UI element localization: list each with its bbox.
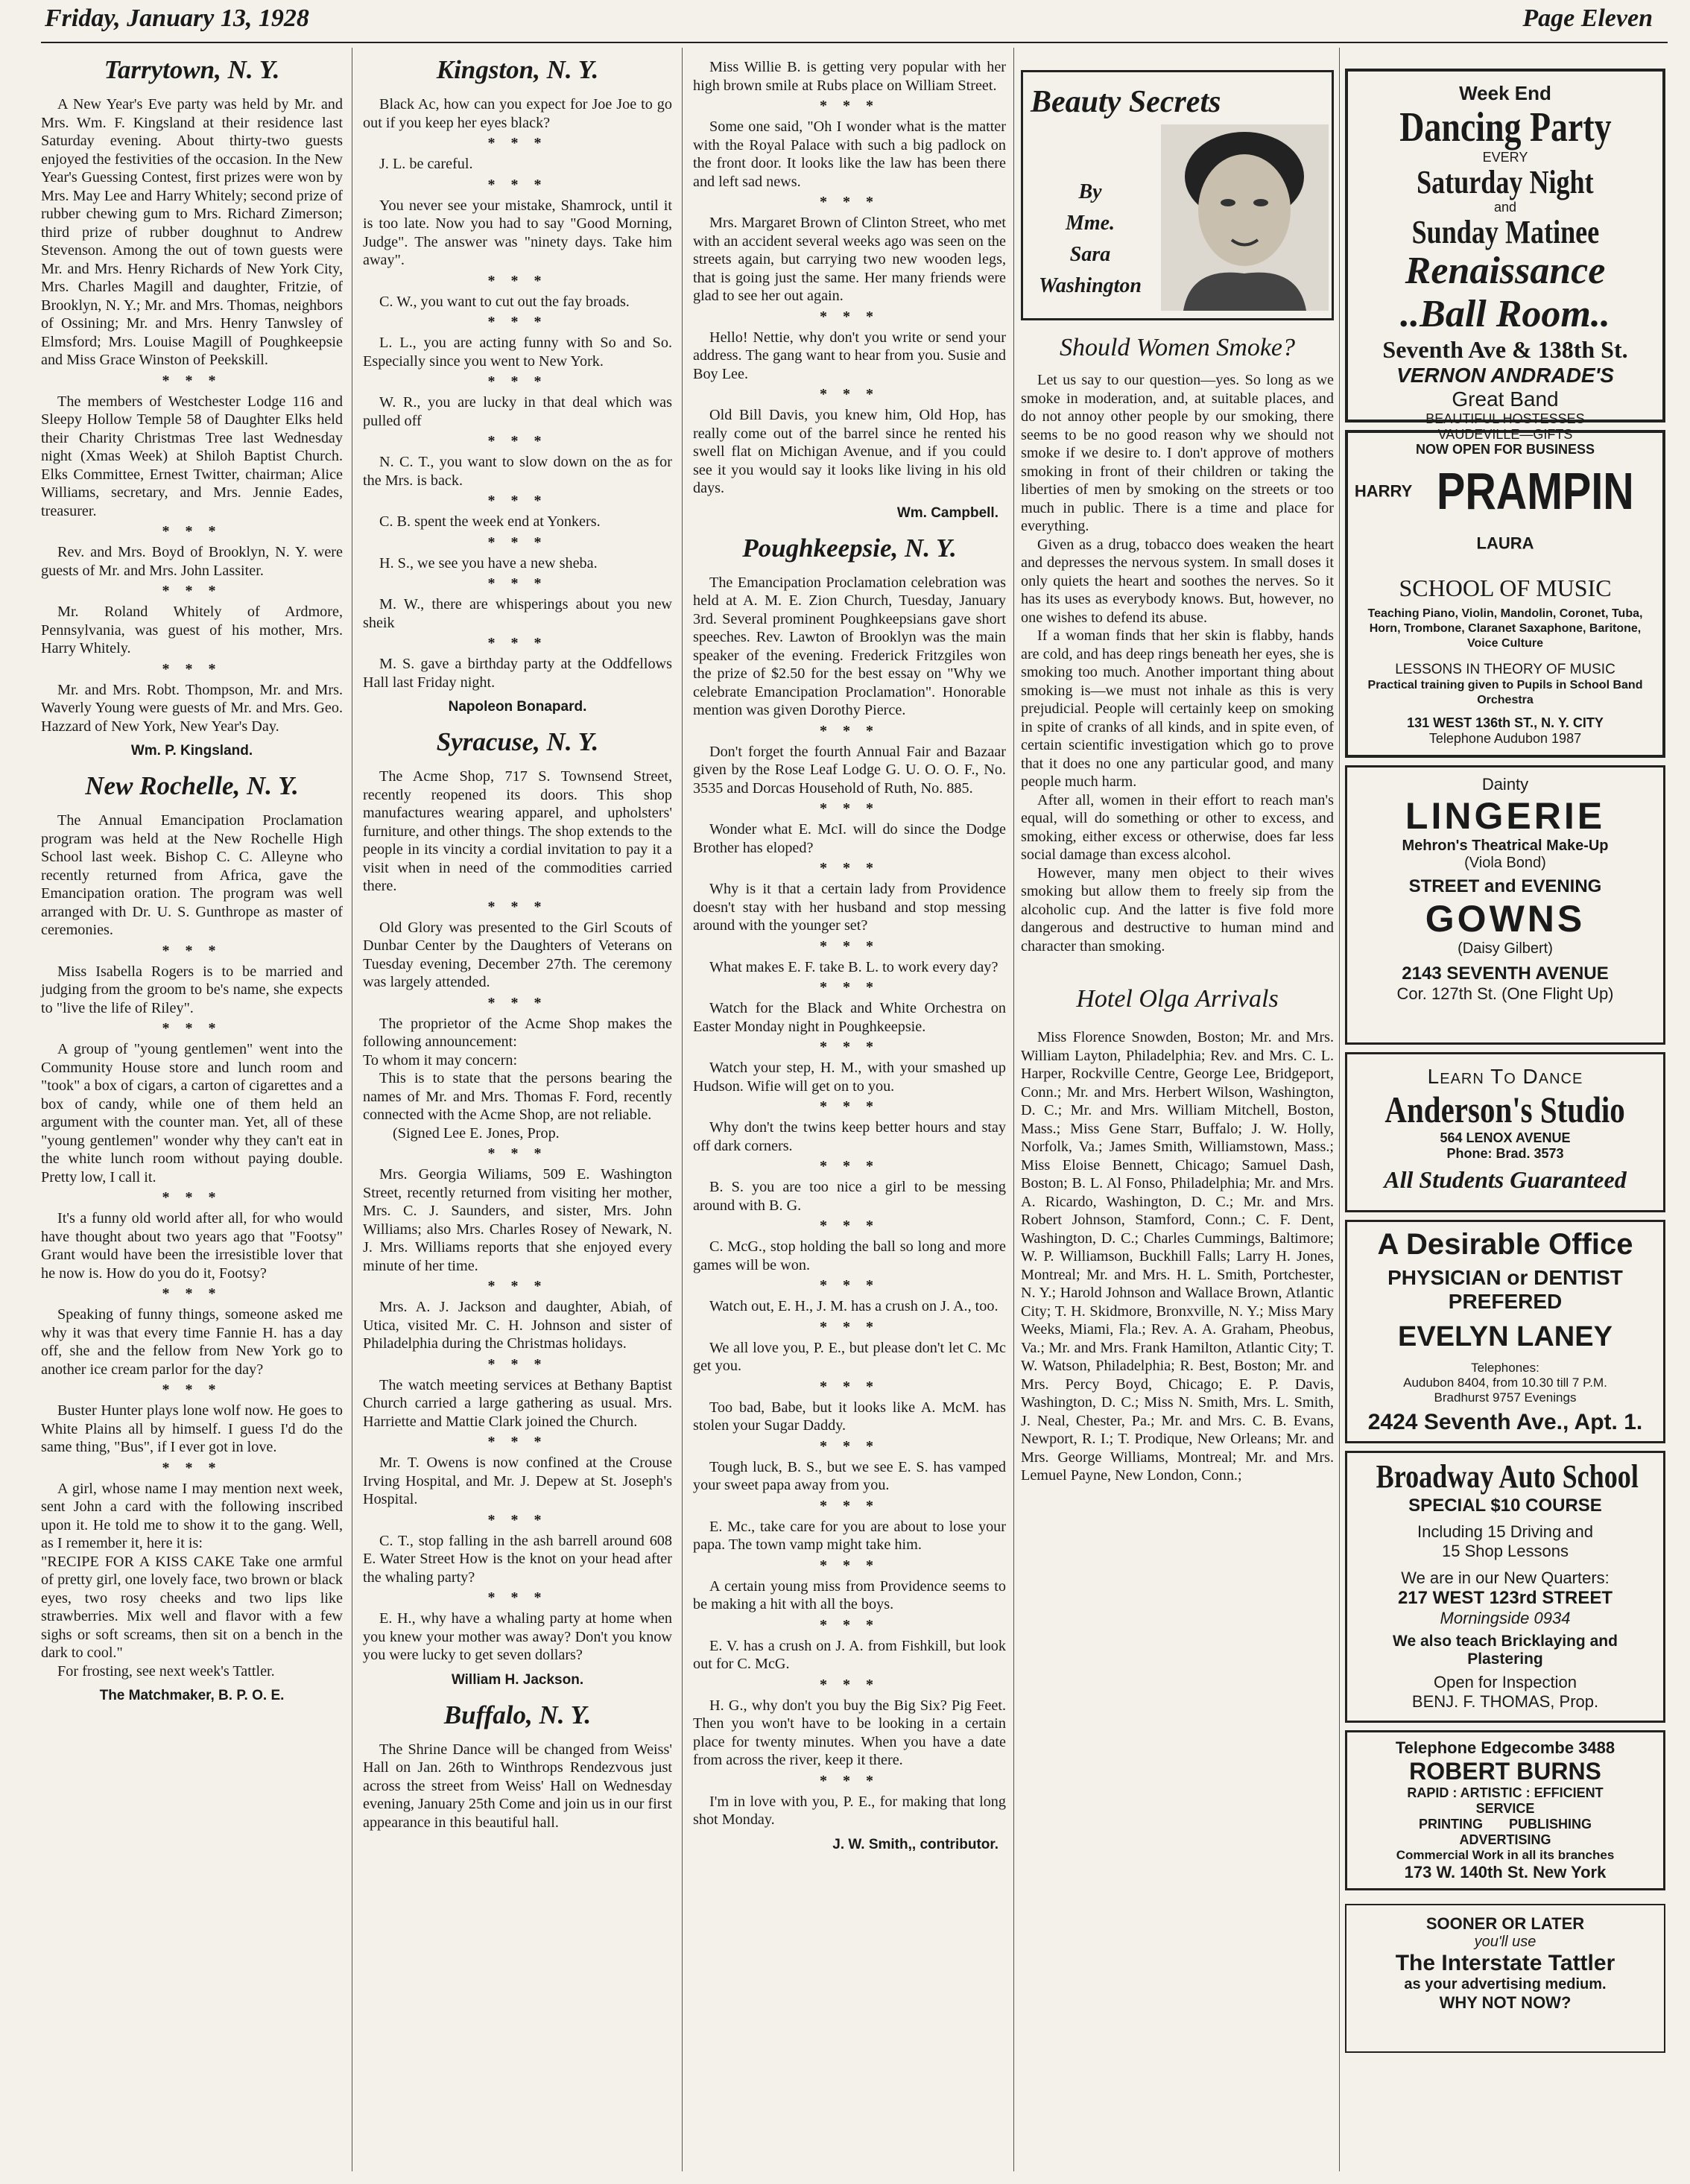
new-rochelle-heading: New Rochelle, N. Y. [85, 771, 299, 800]
ad-line: Sunday Matinee [1411, 214, 1599, 250]
poughkeepsie-item: Too bad, Babe, but it looks like A. McM. has stolen your Sugar Daddy. [693, 1399, 1006, 1434]
poughkeepsie-item: H. G., why don't you buy the Big Six? Pig Feet. Then you won't have to be looking in a certain place for twenty minutes. When you have a date from across the river, keep it there. [693, 1697, 1006, 1768]
separator: * * * [162, 372, 222, 389]
ad-line: VERNON ANDRADE'S [1396, 364, 1614, 387]
separator: * * * [162, 942, 222, 959]
ad-line: EVELYN LANEY [1398, 1321, 1613, 1352]
ad-line: VAUDEVILLE—GIFTS [1437, 427, 1573, 442]
poughkeepsie-item: We all love you, P. E., but please don't let C. Mc get you. [693, 1339, 1006, 1374]
portrait-photo [1161, 124, 1329, 311]
separator: * * * [820, 1557, 879, 1574]
beauty-secrets-title: Beauty Secrets [1031, 85, 1221, 119]
ad-line: RAPID : ARTISTIC : EFFICIENT [1407, 1785, 1604, 1800]
ad-line: Bradhurst 9757 Evenings [1434, 1390, 1577, 1405]
new-rochelle-item: Miss Isabella Rogers is to be married and judging from the groom to be's name, she expects to "live the life of Riley". [41, 963, 343, 1016]
byline-word: Sara [1069, 243, 1111, 266]
kingston-item: H. S., we see you have a new sheba. [379, 554, 598, 572]
separator: * * * [487, 314, 548, 330]
tarrytown-signature: Wm. P. Kingsland. [130, 743, 253, 759]
separator: * * * [162, 660, 222, 677]
ad-line: LESSONS IN THEORY OF MUSIC [1395, 661, 1615, 677]
ad-line: 131 WEST 136th ST., N. Y. CITY [1407, 715, 1604, 730]
byline-word: Washington [1039, 274, 1142, 297]
separator: * * * [820, 194, 879, 210]
separator: * * * [820, 722, 879, 739]
syracuse-signature: William H. Jackson. [451, 1671, 584, 1688]
kingston-signature: Napoleon Bonapard. [448, 699, 587, 715]
separator: * * * [820, 937, 879, 955]
ad-line: Teaching Piano, Violin, Mandolin, Coronet, Tuba, Horn, Trombone, Claranet Saxaphone, Baritone, Voice Culture [1367, 607, 1643, 650]
separator: * * * [487, 898, 548, 915]
smoke-paragraph: Given as a drug, tobacco does weaken the heart and depresses the nervous system. In small doses it only quiets the heart and soothes the nerves. So it has its uses as everybody knows. But, however, no one wishes to defend its abuse. [1021, 536, 1334, 626]
ad-line: Including 15 Driving and [1417, 1522, 1594, 1541]
new-rochelle-item: Speaking of funny things, someone asked me why it was that every time Fannie H. has a day off, she and the fellow from New York go to another ice cream parlor for the day? [41, 1306, 343, 1378]
syracuse-item: (Signed Lee E. Jones, Prop. [393, 1124, 560, 1142]
separator: * * * [487, 1589, 548, 1606]
separator: * * * [487, 994, 548, 1011]
kingston-item: C. B. spent the week end at Yonkers. [379, 513, 601, 530]
separator: * * * [487, 1511, 548, 1528]
kingston-item: W. R., you are lucky in that deal which was pulled off [363, 394, 672, 429]
tarrytown-heading: Tarrytown, N. Y. [104, 55, 280, 84]
column-divider [1339, 48, 1340, 2171]
beauty-secrets-byline [1023, 177, 1157, 302]
ad-line: (Viola Bond) [1464, 855, 1546, 871]
column-divider [682, 48, 683, 2171]
separator: * * * [820, 860, 879, 876]
syracuse-item: Old Glory was presented to the Girl Scouts of Dunbar Center by the Daughters of Veterans on Tuesday evening, December 27th. The ceremony was largely attended. [363, 919, 672, 990]
ad-line: (Daisy Gilbert) [1458, 940, 1553, 957]
ad-line: NOW OPEN FOR BUSINESS [1415, 442, 1595, 457]
beauty-secrets-box [1021, 70, 1334, 320]
kingston-item: L. L., you are acting funny with So and So. Especially since you went to New York. [363, 335, 672, 370]
ad-headline: LINGERIE [1405, 795, 1606, 837]
separator: * * * [487, 272, 548, 289]
column-divider [1013, 48, 1014, 2171]
tarrytown-item: Mr. and Mrs. Robt. Thompson, Mr. and Mrs. Waverly Young were guests of Mr. and Mrs. Geo. Hazzard of New York, New Year's Day. [41, 681, 343, 735]
separator: * * * [487, 575, 548, 592]
ad-music-headline [1348, 462, 1662, 570]
byline-word: By [1078, 180, 1102, 203]
ad-anderson-studio [1345, 1052, 1665, 1212]
separator: * * * [487, 1145, 548, 1162]
separator: * * * [820, 1378, 879, 1395]
kingston-item: J. L. be careful. [379, 156, 473, 172]
ad-line: BEAUTIFUL HOSTESSES [1425, 411, 1585, 426]
syracuse-item: The Acme Shop, 717 S. Townsend Street, recently reopened its doors. This shop manufactures wearing apparel, and upholsters' furniture, and other things. The shop extends to the people in its vincity a cordial invitation to pay it a visit when in need of the commodities carried there. [363, 768, 672, 894]
ad-headline: Broadway Auto School [1376, 1458, 1639, 1495]
new-rochelle-item: For frosting, see next week's Tattler. [57, 1662, 275, 1680]
ad-desirable-office [1345, 1220, 1665, 1443]
syracuse-item: The proprietor of the Acme Shop makes the following announcement: [363, 1015, 672, 1050]
new-rochelle-signature: The Matchmaker, B. P. O. E. [99, 1688, 285, 1703]
separator: * * * [487, 433, 548, 449]
kiss-cake-recipe: "RECIPE FOR A KISS CAKE Take one armful of pretty girl, one lovely face, two brown or black eyes, two rosy cheeks and two lips like strawberries. Mix well and flavor with a few sighs or soft screams, then sit on a bench in the dark to cool." [41, 1553, 343, 1661]
smoke-paragraph: After all, women in their effort to reach man's equal, will do something or other to excess, and smoking, either excess or otherwise, does far less social damage than excess alcohol. [1021, 791, 1334, 863]
ad-line: ADVERTISING [1459, 1832, 1551, 1847]
ad-line: Practical training given to Pupils in School Band Orchestra [1367, 678, 1643, 706]
ad-dancing-party [1345, 69, 1665, 442]
separator: * * * [820, 308, 879, 325]
separator: * * * [820, 386, 879, 402]
separator: * * * [487, 135, 548, 151]
ad-headline: GOWNS [1425, 898, 1586, 940]
column-4 [1021, 48, 1334, 2179]
ad-line: HARRY [1354, 481, 1413, 501]
tarrytown-item: The members of Westchester Lodge 116 and Sleepy Hollow Temple 58 of Daughter Elks held their Charity Christmas Tree last Wednesday night (Xmas Week) at Shiloh Baptist Church. Elks Committee, Ernest Twitter, chairman; Alice Williams, secretary, and Mrs. Jennie Eades, treasurer. [41, 393, 343, 519]
separator: * * * [820, 1098, 879, 1115]
olga-heading: Hotel Olga Arrivals [1076, 985, 1279, 1013]
olga-arrivals-list: Miss Florence Snowden, Boston; Mr. and Mrs. William Layton, Philadelphia; Rev. and Mrs. C. L. Harper, Rockville Centre, George Lee, Bridgeport, Conn.; Mr. and Mrs. Herbert Wilson, Washington, D. C.; Mr. and Mrs. William Mitchell, Boston, Mass.; Miss Gene Starr, Buffalo; J. W. Holly, Norfolk, Va.; James Smith, Williamstown, Mass.; Miss Eloise Bennett, Chicago; Samuel Dash, Boston; B. L. Al Fonso, Philadelphia; Mr. and Mrs. A. Ricardo, Washington, D. C.; Mr. and Mrs. Robert Johnson, Stamford, Conn.; C. F. Dent, Washington, D. C.; Charles Cummings, Baltimore; W. P. Williamson, Buckhill Falls; Larry H. Jones, Montreal; Mr. and Mrs. H. L. Smith, Portchester, N. Y.; Harold Johnson and Wallace Brown, Atlantic City; T. H. Skidmore, Bronxville, N. Y.; Miss Mary Weeks, Miami, Fla.; Rev. A. A. Graham, Pheobus, Va.; Mr. and Mrs. Frank Hamilton, Atlantic City; T. W. Watson, Philadelphia; R. Best, Boston; Mr. and Mrs. Percy Boyd, Chicago; E. P. Davis, Washington, D. C.; Miss N. Smith, Mrs. L. Smith, J. Neal, Chester, Pa.; Mr. and Mrs. C. B. Evans, Newport, R. I.; T. Prodique, New Orleans; Mr. and Mrs. George Williams, Montreal; Mr. and Mrs. Lemuel Payne, New London, Conn.; [1021, 1029, 1334, 1484]
page-number: Page Eleven [1522, 4, 1653, 32]
poughkeepsie-heading: Poughkeepsie, N. Y. [742, 533, 957, 563]
tarrytown-item: A New Year's Eve party was held by Mr. and Mrs. Wm. F. Kingsland at their residence last Saturday evening. About thirty-two guests enjoyed the festivities of the occasion. In the New Year's Guessing Contest, first prizes were won by Mrs. May Lee and Harry Whitely; second prize of rubber chewing gum to Mrs. Richard Zimerson; third prize of rubber doughnut to Andrew Stevenson. Among the out of town guests were Mr. and Mrs. Henry Richards of New York City, Mrs. Charles Magill and daughter, Fritzie, of Brooklyn, N. Y.; Mr. and Mrs. Thomas, neighbors of Ossining; Mr. and Mrs. Henry Tanwsley of Elmsford; Mrs. Louise Magill of Poughkeepsie and Miss Grace Winston of Peekskill. [41, 96, 343, 368]
tarrytown-item: Mr. Roland Whitely of Ardmore, Pennsylvania, was guest of his mother, Mrs. Harry Whitely. [41, 604, 343, 656]
ad-line: 217 WEST 123rd STREET [1397, 1588, 1613, 1608]
kingston-item: M. W., there are whisperings about you new sheik [363, 596, 672, 631]
ad-interstate-tattler [1345, 1904, 1665, 2053]
separator: * * * [162, 1459, 222, 1476]
separator: * * * [820, 98, 879, 114]
new-rochelle-item: Buster Hunter plays lone wolf now. He goes to White Plains all by himself. I guess I'd do the same thing, "Bus", if I ever got in love. [41, 1402, 343, 1455]
buffalo-heading: Buffalo, N. Y. [443, 1700, 592, 1729]
syracuse-cont-item: Some one said, "Oh I wonder what is the matter with the Royal Palace with such a big padlock on the front door. It looks like the law has been there and left sad news. [693, 118, 1006, 190]
ad-line: We are in our New Quarters: [1401, 1569, 1610, 1587]
ad-line: you'll use [1474, 1934, 1536, 1950]
syracuse-item: The watch meeting services at Bethany Baptist Church carried a large gathering as usual. Mrs. Harriette and Mattie Clark joined the Church. [363, 1376, 672, 1430]
kingston-item: Black Ac, how can you expect for Joe Joe to go out if you keep her eyes black? [363, 96, 672, 131]
ad-line: STREET and EVENING [1408, 876, 1602, 896]
ad-line: Renaissance [1405, 250, 1606, 292]
ad-line: ..Ball Room.. [1400, 293, 1610, 335]
separator: * * * [487, 493, 548, 509]
syracuse-heading: Syracuse, N. Y. [436, 727, 599, 756]
ad-line: Dainty [1481, 775, 1529, 794]
ad-line: Commercial Work in all its branches [1396, 1848, 1615, 1862]
separator: * * * [820, 979, 879, 996]
buffalo-item: The Shrine Dance will be changed from Weiss' Hall on Jan. 26th to Winthrops Rendezvous just across the street from Weiss' Hall on Wednesday evening, January 25th Come and join us in our first appearance in this beautiful hall. [363, 1741, 672, 1831]
poughkeepsie-signature: J. W. Smith,, contributor. [832, 1836, 999, 1852]
ad-headline: ROBERT BURNS [1409, 1758, 1601, 1785]
syracuse-cont-item: Mrs. Margaret Brown of Clinton Street, who met with an accident several weeks ago was seen on the streets again, but carrying two new wooden legs, that is going just the same. Her many friends were glad to see her out again. [693, 215, 1006, 304]
ad-line: SERVICE [1475, 1801, 1535, 1816]
column-1 [41, 48, 343, 2179]
kingston-item: N. C. T., you want to slow down on the as for the Mrs. is back. [363, 454, 672, 489]
poughkeepsie-item: B. S. you are too nice a girl to be messing around with B. G. [693, 1179, 1006, 1214]
ad-line: SOONER OR LATER [1425, 1914, 1585, 1933]
ad-line: Mehron's Theatrical Make-Up [1402, 838, 1609, 854]
separator: * * * [487, 534, 548, 551]
poughkeepsie-item: Why is it that a certain lady from Providence doesn't stay with her husband and stop messing around with the younger set? [693, 881, 1006, 934]
ad-lingerie [1345, 765, 1665, 1045]
ad-headline: PRAMPIN [1437, 462, 1635, 521]
ad-robert-burns [1345, 1730, 1665, 1890]
smoke-heading: Should Women Smoke? [1059, 334, 1296, 361]
separator: * * * [820, 1277, 879, 1294]
ad-line: Saturday Night [1417, 164, 1594, 200]
separator: * * * [162, 583, 222, 599]
header-rule [41, 42, 1668, 43]
separator: * * * [162, 1381, 222, 1398]
poughkeepsie-item: A certain young miss from Providence seems to be making a hit with all the boys. [693, 1577, 1006, 1612]
syracuse-cont-item: Miss Willie B. is getting very popular with her high brown smile at Rubs place on William Street. [693, 59, 1006, 94]
smoke-paragraph: Let us say to our question—yes. So long as we smoke in moderation, and, at suitable places, and do not annoy other people by our smoking, there seems to be no good reason why we should not smoke if we desire to. I don't approve of mothers smoking in front of their children or taking the liberties of men by smoking on the streets or too much in public. There is a time and place for everything. [1021, 372, 1334, 534]
separator: * * * [820, 1158, 879, 1174]
ad-line: We also teach Bricklaying and Plastering [1393, 1633, 1618, 1668]
poughkeepsie-item: Don't forget the fourth Annual Fair and Bazaar given by the Rose Leaf Lodge G. U. O. O. F., No. 3535 and Dorcas Household of Ruth, No. 885. [693, 743, 1006, 797]
kingston-item: C. W., you want to cut out the fay broads. [379, 293, 630, 310]
poughkeepsie-item: Wonder what E. McI. will do since the Dodge Brother has eloped? [693, 821, 1006, 856]
syracuse-item: Mrs. Georgia Wiliams, 509 E. Washington Street, recently returned from visiting her mother, Mrs. C. J. Saunders, and sister, Mrs. John Williams; also Mrs. Charles Rosey of Newark, N. J. Mrs. Williams reports that she enjoyed every minute of her time. [363, 1166, 672, 1274]
ad-line: Seventh Ave & 138th St. [1382, 336, 1628, 363]
ad-line: Cor. 127th St. (One Flight Up) [1396, 984, 1614, 1003]
column-ads [1345, 48, 1665, 2179]
ad-line: 15 Shop Lessons [1441, 1542, 1569, 1560]
separator: * * * [162, 1285, 222, 1302]
poughkeepsie-item: Watch for the Black and White Orchestra on Easter Monday night in Poughkeepsie. [693, 1000, 1006, 1035]
ad-broadway-auto-school [1345, 1451, 1665, 1723]
new-rochelle-item: The Annual Emancipation Proclamation program was held at the New Rochelle High School last week. Bishop C. C. Alleyne who recently returned from Africa, gave the Emancipation oration. The program was well arranged with Dr. U. S. Gunthrope as master of ceremonies. [41, 812, 343, 938]
ad-line: Telephone Edgecombe 3488 [1395, 1738, 1615, 1757]
separator: * * * [487, 1434, 548, 1450]
separator: * * * [487, 176, 548, 193]
separator: * * * [487, 1278, 548, 1294]
ad-line: Telephones: [1471, 1361, 1539, 1375]
ad-line: Week End [1459, 82, 1551, 104]
ad-headline: Dancing Party [1399, 104, 1612, 151]
syracuse-item: To whom it may concern: [363, 1051, 518, 1069]
poughkeepsie-item: C. McG., stop holding the ball so long and more games will be won. [693, 1238, 1006, 1273]
ad-line: LAURA [1476, 534, 1534, 553]
ad-headline: Anderson's Studio [1384, 1089, 1626, 1130]
ad-headline: A Desirable Office [1377, 1228, 1633, 1261]
separator: * * * [487, 635, 548, 651]
separator: * * * [162, 1020, 222, 1036]
smoke-paragraph: However, many men object to their wives smoking but allow them to freely sip from the alcoholic cup. And the latter is five fold more dangerous and destructive to human mind and character than smoking. [1021, 864, 1334, 955]
ad-line: PREFERED [1448, 1290, 1563, 1313]
kingston-item: M. S. gave a birthday party at the Oddfellows Hall last Friday night. [363, 656, 672, 691]
tarrytown-item: Rev. and Mrs. Boyd of Brooklyn, N. Y. were guests of Mr. and Mrs. John Lassiter. [41, 544, 343, 579]
ad-headline: The Interstate Tattler [1395, 1951, 1615, 1975]
ad-line: 173 W. 140th St. New York [1404, 1863, 1607, 1881]
poughkeepsie-item: I'm in love with you, P. E., for making that long shot Monday. [693, 1793, 1006, 1828]
separator: * * * [820, 1437, 879, 1455]
poughkeepsie-item: The Emancipation Proclamation celebration was held at A. M. E. Zion Church, Tuesday, January 3rd. Several prominent Poughkeepsians gave short speeches. Rev. Lawton of Brooklyn was the main speaker of the evening. Frederick Fritzgiles won the prize of $2.50 for the best essay on "Why we celebrate Emancipation Proclamation". Honorable mention was given Dorothy Pierce. [693, 574, 1006, 718]
poughkeepsie-item: Watch your step, H. M., with your smashed up Hudson. Wifie will get on to you. [693, 1060, 1006, 1095]
separator: * * * [820, 1676, 879, 1693]
ad-line: EVERY [1482, 150, 1528, 165]
separator: * * * [487, 373, 548, 390]
poughkeepsie-items [693, 574, 1006, 1829]
poughkeepsie-item: Why don't the twins keep better hours and stay off dark corners. [693, 1119, 1006, 1154]
ad-line: as your advertising medium. [1404, 1976, 1607, 1992]
ad-line: Learn To Dance [1427, 1065, 1583, 1088]
separator: * * * [820, 1218, 879, 1234]
kingston-heading: Kingston, N. Y. [436, 55, 599, 84]
poughkeepsie-item: Tough luck, B. S., but we see E. S. has vamped your sweet papa away from you. [693, 1458, 1006, 1493]
campbell-signature: Wm. Campbell. [896, 504, 999, 521]
separator: * * * [487, 1355, 548, 1373]
ad-line: WHY NOT NOW? [1439, 1993, 1572, 2012]
new-rochelle-item: A girl, whose name I may mention next week, sent John a card with the following inscribed upon it. He told me to show it to the gang. Well, as I remember it, here it is: [41, 1480, 343, 1551]
ad-line: and [1493, 200, 1517, 215]
syracuse-item: E. H., why have a whaling party at home when you knew your mother was away? Don't you know you were lucky to get seven dollars? [363, 1610, 672, 1663]
syracuse-item: C. T., stop falling in the ash barrell around 608 E. Water Street How is the knot on your head after the whaling party? [363, 1532, 672, 1586]
separator: * * * [820, 1039, 879, 1055]
ad-line: Phone: Brad. 3573 [1446, 1146, 1564, 1161]
column-2 [363, 48, 672, 2179]
ad-line: 2143 SEVENTH AVENUE [1402, 963, 1609, 984]
ad-line: 2424 Seventh Ave., Apt. 1. [1367, 1410, 1643, 1434]
syracuse-cont-item: Old Bill Davis, you knew him, Old Hop, has really come out of the barrel since he rented his swell flat on Michigan Avenue, and if you could see it you would say it looks like living in his old days. [693, 407, 1006, 496]
new-rochelle-item: A group of "young gentlemen" went into the Community House store and lunch room and "took" a box of cigars, a carton of cigarettes and a box of candy, while one of them held an argument with the counter man. Yet, all of these "young gentlemen" wonder why they can't eat in the white lunch room without paying double. Pretty low, I call it. [41, 1041, 343, 1186]
ad-line: Telephone Audubon 1987 [1428, 730, 1582, 746]
ad-music-school [1345, 430, 1665, 758]
ad-line: PRINTING PUBLISHING [1418, 1817, 1592, 1832]
byline-word: Mme. [1065, 212, 1115, 235]
separator: * * * [820, 800, 879, 817]
ad-line: Open for Inspection [1433, 1673, 1577, 1691]
poughkeepsie-item: Watch out, E. H., J. M. has a crush on J. A., too. [709, 1298, 999, 1314]
new-rochelle-item: It's a funny old world after all, for who would have thought about two years ago that "Footsy" Grant would have been the irresistible lover that he now is. How do you do it, Footsy? [41, 1210, 343, 1282]
syracuse-cont-item: Hello! Nettie, why don't you write or send your address. The gang want to hear from you. Susie and Boy Lee. [693, 329, 1006, 382]
syracuse-item: Mrs. A. J. Jackson and daughter, Abiah, of Utica, visited Mr. C. H. Johnson and sister of Philadelphia during the Christmas holidays. [363, 1299, 672, 1352]
poughkeepsie-item: E. Mc., take care for you are about to lose your papa. The town vamp might take him. [693, 1518, 1006, 1553]
syracuse-item: This is to state that the persons bearing the names of Mr. and Mrs. Thomas F. Ford, recently connected with the Acme Shop, are not reliable. [363, 1070, 672, 1123]
ad-line: All Students Guaranteed [1384, 1166, 1627, 1193]
separator: * * * [820, 1772, 879, 1789]
poughkeepsie-item: What makes E. F. take B. L. to work every day? [709, 958, 999, 975]
ad-line: BENJ. F. THOMAS, Prop. [1411, 1692, 1599, 1711]
poughkeepsie-item: E. V. has a crush on J. A. from Fishkill, but look out for C. McG. [693, 1637, 1006, 1672]
ad-line: Morningside 0934 [1440, 1609, 1571, 1627]
issue-date: Friday, January 13, 1928 [45, 4, 309, 32]
separator: * * * [820, 1497, 879, 1514]
ad-line: SCHOOL OF MUSIC [1399, 574, 1612, 601]
column-3 [693, 48, 1006, 2179]
kingston-item: You never see your mistake, Shamrock, until it is too late. Now you had to say "Good Morning, Judge". The answer was "ninety days. Take him away". [363, 197, 672, 268]
ad-line: 564 LENOX AVENUE [1440, 1130, 1571, 1145]
separator: * * * [820, 1616, 879, 1633]
ad-line: SPECIAL $10 COURSE [1408, 1495, 1602, 1516]
syracuse-item: Mr. T. Owens is now confined at the Crouse Irving Hospital, and Mr. J. Depew at St. Joseph's Hospital. [363, 1455, 672, 1507]
ad-line: PHYSICIAN or DENTIST [1387, 1266, 1623, 1289]
separator: * * * [162, 523, 222, 539]
ad-line: Great Band [1452, 387, 1559, 411]
separator: * * * [162, 1189, 222, 1206]
ad-line: Audubon 8404, from 10.30 till 7 P.M. [1403, 1376, 1607, 1390]
separator: * * * [820, 1318, 879, 1335]
smoke-paragraph: If a woman finds that her skin is flabby, hands are cold, and has deep rings beneath her eyes, she is smoking too much. Another important thing about smoking is—we must not inhale as this is very prejudicial. People will certainly keep on smoking in spite of cranks of all kinds, and in spite even, of certain scientific investigation which go to prove that it does no one any particular good, and many people much harm. [1021, 627, 1334, 790]
